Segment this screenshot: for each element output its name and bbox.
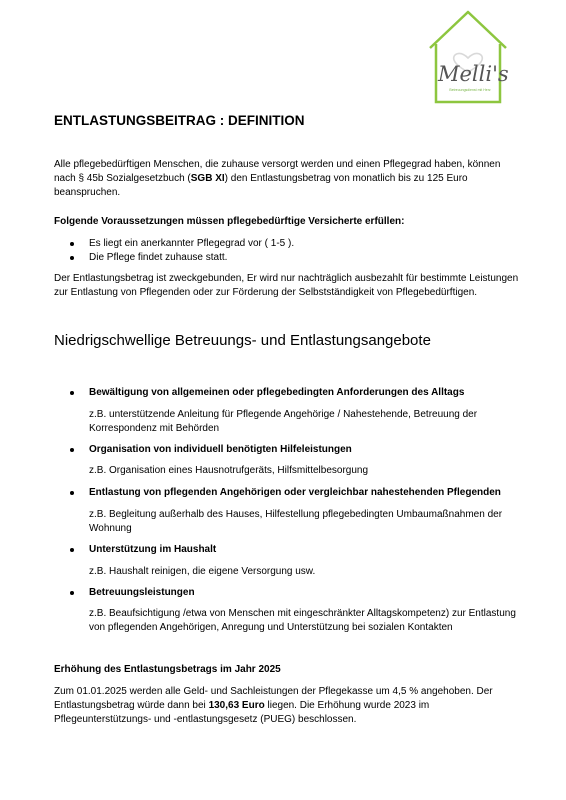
requirements-list — [54, 237, 524, 265]
increase-text-1: Zum 01.01.2025 werden alle Geld- und Sachleistungen der Pflegekasse um 4,5 % angehoben. Der Entlastungsbetrag würde dann bei — [54, 686, 493, 711]
offer-heading: Bewältigung von allgemeinen oder pflegebedingten Anforderungen des Alltags — [54, 386, 524, 400]
offer-description: z.B. unterstützende Anleitung für Pflegende Angehörige / Nahestehende, Betreuung der Korrespondenz mit Behörden — [89, 409, 478, 434]
intro-paragraph — [54, 158, 524, 200]
list-item: Die Pflege findet zuhause statt. — [54, 251, 524, 265]
offer-description: z.B. Organisation eines Hausnotrufgeräts, Hilfsmittelbesorgung — [89, 465, 369, 476]
list-item: Es liegt ein anerkannter Pflegegrad vor ( 1-5 ). — [54, 237, 524, 251]
offer-description: z.B. Beaufsichtigung /etwa von Menschen mit eingeschränkter Alltagskompetenz) zur Entlastung von pflegenden Angehörigen, Anregung und Unterstützung bei sozialen Kontakten — [89, 608, 516, 633]
offer-description: z.B. Haushalt reinigen, die eigene Versorgung usw. — [89, 566, 316, 577]
requirements-heading: Folgende Voraussetzungen müssen pflegebedürftige Versicherte erfüllen: — [54, 216, 405, 227]
offer-heading: Entlastung von pflegenden Angehörigen oder vergleichbar nahestehenden Pflegenden — [54, 486, 524, 500]
section-title: Niedrigschwellige Betreuungs- und Entlastungsangebote — [54, 332, 431, 349]
logo-name: Melli's — [438, 62, 509, 86]
increase-text-2: liegen. Die Erhöhung wurde 2023 im Pflegeunterstützungs- und -entlastungsgesetz (PUEG) beschlossen. — [54, 700, 430, 725]
intro-text-1: Alle pflegebedürftigen Menschen, die zuhause versorgt werden und einen Pflegegrad haben, können nach § 45b Sozialgesetzbuch ( — [54, 159, 501, 184]
logo-tagline: Betreuungsdienst mit Herz — [449, 88, 491, 92]
increase-bold: 130,63 Euro — [208, 700, 265, 711]
increase-heading: Erhöhung des Entlastungsbetrags im Jahr 2025 — [54, 664, 281, 675]
increase-paragraph — [54, 685, 524, 727]
offer-heading: Organisation von individuell benötigten Hilfeleistungen — [54, 443, 524, 457]
purpose-paragraph: Der Entlastungsbetrag ist zweckgebunden, Er wird nur nachträglich ausbezahlt für bestimmte Leistungen zur Entlastung von Pflegenden oder zur Förderung der Selbstständigkeit von Pflegebedürftigen. — [54, 273, 519, 298]
offer-heading: Betreuungsleistungen — [54, 586, 524, 600]
intro-text-2: ) den Entlastungsbetrag von monatlich bis zu 125 Euro beanspruchen. — [54, 173, 468, 198]
intro-bold: SGB XI — [190, 173, 225, 184]
offer-description: z.B. Begleitung außerhalb des Hauses, Hilfestellung pflegebedingten Umbaumaßnahmen der Wohnung — [89, 509, 503, 534]
page-title: ENTLASTUNGSBEITRAG : DEFINITION — [54, 113, 305, 128]
offer-heading: Unterstützung im Haushalt — [54, 543, 524, 557]
